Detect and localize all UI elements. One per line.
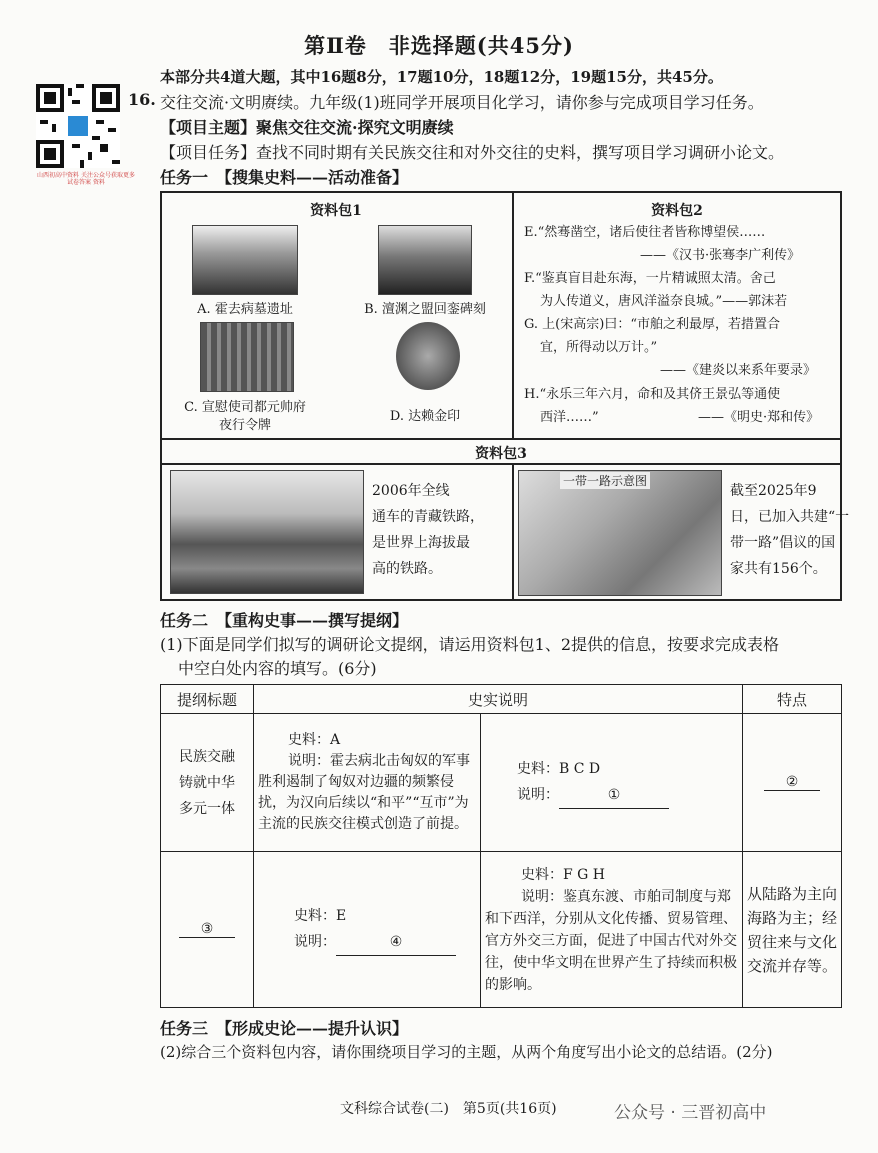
belt-road-text-2: 日，已加入共建“一	[730, 509, 850, 525]
section-intro: 本部分共4道大题，其中16题8分，17题10分，18题12分，19题15分，共45分。	[160, 68, 723, 86]
blank-2[interactable]: ②	[764, 774, 820, 791]
project-theme: 【项目主题】聚焦交往交流·探究文明赓续	[160, 118, 454, 137]
row1-fact-bcd	[481, 714, 743, 852]
row1-title-line2: 铸就中华	[179, 774, 235, 791]
source-f-line2: 为人传道义，唐风洋溢奈良城。”——郭沫若	[540, 294, 788, 309]
task2-question-line1: (1)下面是同学们拟写的调研论文提纲，请运用资料包1、2提供的信息，按要求完成表格	[160, 635, 780, 654]
materials-divider-h2	[160, 463, 842, 465]
railway-text-3: 是世界上海拔最	[372, 535, 470, 551]
row1-explanation-a: 说明：霍去病北击匈奴的军事胜利遏制了匈奴对边疆的频繁侵扰，为汉向后续以“和平”“互市”为主流的民族交往模式创造了前提。	[258, 753, 470, 832]
pkg1-title: 资料包1	[310, 203, 362, 219]
project-task: 【项目任务】查找不同时期有关民族交往和对外交往的史料，撰写项目学习调研小论文。	[160, 143, 785, 162]
row2-explanation-e: 说明： ④	[294, 929, 476, 956]
pkg1-caption-c2: 夜行令牌	[218, 418, 271, 433]
source-f-line1: F.“鉴真盲目赴东海，一片精诚照太清。舍己	[524, 271, 776, 286]
row1-fact-a	[254, 714, 481, 852]
pkg1-caption-c1: C. 宣慰使司都元帅府	[184, 400, 306, 415]
row1-explanation-bcd: 说明： ①	[517, 782, 738, 809]
row2-explanation-fgh: 说明：鉴真东渡、市舶司制度与郑和下西洋，分别从文化传播、贸易管理、官方外交三方面，促进了中国古代对外交往，使中华文明在世界产生了持续而积极的影响。	[485, 888, 737, 993]
belt-road-text-1: 截至2025年9	[730, 483, 817, 499]
pkg1-caption-b: B. 澶渊之盟回銮碑刻	[364, 302, 486, 317]
pkg1-caption-d: D. 达赖金印	[389, 409, 461, 424]
night-pass-token-image	[200, 322, 294, 392]
railway-text-2: 通车的青藏铁路，	[372, 509, 484, 525]
source-e-line1: E.“然骞凿空，诸后使往者皆称博望侯……	[524, 225, 766, 240]
source-h-line2: 西洋……”	[540, 410, 599, 425]
row2-fact-fgh	[481, 852, 743, 1008]
qinghai-tibet-railway-image	[170, 470, 364, 594]
blank-3[interactable]: ③	[179, 921, 235, 938]
row2-fact-e	[254, 852, 481, 1008]
question-text: 交往交流·文明赓续。九年级(1)班同学开展项目化学习，请你参与完成项目学习任务。	[160, 93, 764, 112]
task1-heading: 任务一 【搜集史料——活动准备】	[160, 168, 409, 187]
row2-title	[161, 852, 254, 1008]
pkg2-title: 资料包2	[651, 203, 703, 219]
question-number: 16.	[128, 90, 156, 109]
railway-text-4: 高的铁路。	[372, 561, 442, 577]
row2-source-fgh: 史料：F G H	[521, 866, 606, 883]
task3-question: (2)综合三个资料包内容，请你围绕项目学习的主题，从两个角度写出小论文的总结语。(2分)	[160, 1043, 773, 1061]
row1-title	[161, 714, 254, 852]
tomb-site-image	[192, 225, 298, 295]
pkg3-title: 资料包3	[475, 446, 527, 462]
section-title: 第Ⅱ卷 非选择题(共45分)	[304, 33, 574, 58]
belt-road-map-title: 一带一路示意图	[560, 472, 650, 489]
materials-divider-h1	[160, 438, 842, 440]
row1-source-a: 史料：A	[288, 732, 341, 748]
row1-title-line3: 多元一体	[179, 800, 235, 817]
source-g-line3: ——《建炎以来系年要录》	[660, 363, 817, 378]
golden-seal-image	[396, 322, 460, 390]
materials-divider-v2	[512, 463, 514, 601]
belt-road-text-3: 带一路”倡议的国	[730, 535, 836, 551]
blank-4[interactable]: ④	[336, 929, 456, 956]
header-facts: 史实说明	[254, 685, 743, 714]
pkg1-caption-a: A. 霍去病墓遗址	[197, 302, 293, 317]
source-g-line2: 宜，所得动以万计。”	[540, 340, 658, 355]
header-outline-title: 提纲标题	[161, 685, 254, 714]
qr-code	[36, 84, 120, 168]
task2-question-line2: 中空白处内容的填写。(6分)	[178, 659, 377, 678]
row1-feature	[743, 714, 842, 852]
materials-divider-v	[512, 191, 514, 439]
row2-source-e: 史料：E	[294, 908, 347, 924]
blank-1[interactable]: ①	[559, 782, 669, 809]
header-features: 特点	[743, 685, 842, 714]
source-h-line3: ——《明史·郑和传》	[698, 410, 820, 425]
stele-image	[378, 225, 472, 295]
row2-feature: 从陆路为主向海路为主；经贸往来与文化交流并存等。	[743, 852, 842, 1008]
task3-heading: 任务三 【形成史论——提升认识】	[160, 1019, 409, 1038]
qr-note: 山西初高中资料 关注公众号获取更多试卷答案 资料	[37, 172, 135, 186]
row1-title-line1: 民族交融	[179, 748, 235, 765]
page-footer: 文科综合试卷(二) 第5页(共16页)	[340, 1101, 557, 1117]
source-e-line2: ——《汉书·张骞李广利传》	[640, 248, 801, 263]
watermark: 公众号 · 三晋初高中	[614, 1103, 767, 1123]
task2-heading: 任务二 【重构史事——撰写提纲】	[160, 611, 409, 630]
source-h-line1: H.“永乐三年六月，命和及其侪王景弘等通使	[524, 387, 781, 402]
outline-table	[160, 684, 842, 1008]
belt-road-text-4: 家共有156个。	[730, 561, 827, 577]
railway-text-1: 2006年全线	[372, 483, 450, 499]
row1-source-bcd: 史料：B C D	[517, 761, 601, 777]
source-g-line1: G. 上(宋高宗)曰：“市舶之利最厚，若措置合	[524, 317, 780, 332]
